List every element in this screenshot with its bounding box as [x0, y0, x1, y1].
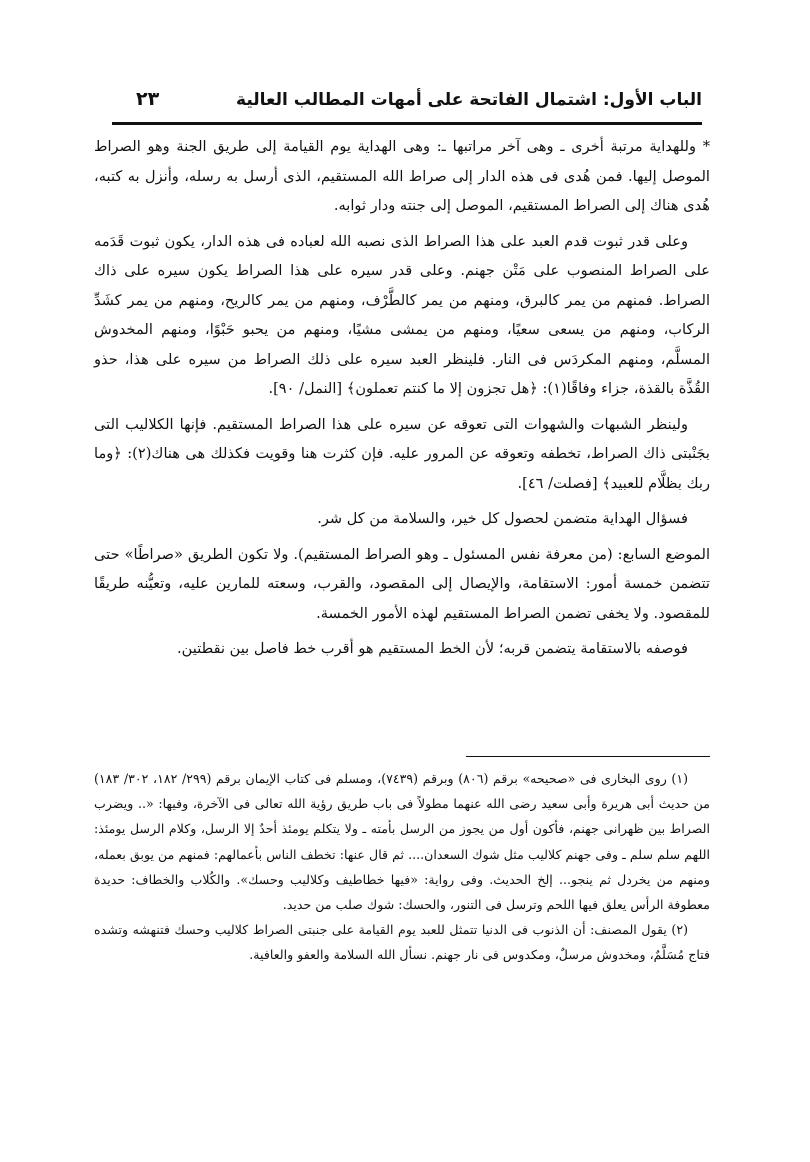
paragraph-suaal-hidaya: فسؤال الهداية متضمن لحصول كل خير، والسلامة من كل شر.	[317, 510, 688, 527]
page-header	[112, 88, 702, 125]
paragraph-hidaya-akhira: * وللهداية مرتبة أخرى ـ وهى آخر مراتبها ـ: وهى الهداية يوم القيامة إلى طريق الجنة وهو الصراط الموصل إليها. فمن هُدى فى هذه الدار إلى صراط الله المستقيم، الذى أرسل به رسله، وأنزل به كتبه، هُدى هناك إلى الصراط المستقيم، الموصل إلى جنته ودار ثوابه.	[94, 138, 710, 214]
footnote-divider	[466, 756, 710, 757]
footnote-1: (١) روى البخارى فى «صحيحه» برقم (٨٠٦) وبرقم (٧٤٣٩)، ومسلم فى كتاب الإيمان برقم (٢٩٩/ ١٨٢، ٣٠٢/ ١٨٣) من حديث أبى هريرة وأبى سعيد رضى الله عنهما مطولاً فى باب طريق رؤية الله تعالى فى الآخرة، وفيها: «.. ويضرب الصراط بين ظهرانى جهنم، فأكون أول من يجوز من الرسل بأمته ـ ولا يتكلم يومئذ أحدٌ إلا الرسل، وكلام الرسل يومئذ: اللهم سلم سلم ـ وفى جهنم كلاليب مثل شوك السعدان.... ثم قال عنها: تخطف الناس بأعمالهم: فمنهم من يوبق بعمله، ومنهم من يخردل ثم ينجو... إلخ الحديث. وفى رواية: «فيها خطاطيف وكلاليب وحسك». والكُلاب والخطاف: حديدة معطوفة الرأس يعلق فيها اللحم وترسل فى التنور، والحسك: شوك صلب من حديد.	[94, 771, 710, 913]
page-number: ٢٣	[136, 88, 160, 110]
main-text	[94, 132, 710, 670]
footnote-2: (٢) يقول المصنف: أن الذنوب فى الدنيا تتمثل للعبد يوم القيامة على جنبتى الصراط كلاليب وحسك فتنهشه وتشده فتاج مُسَلَّمٌ، ومخدوش مرسلٌ، ومكدوس فى نار جهنم. نسأل الله السلامة والعفو والعافية.	[94, 922, 710, 963]
running-title: الباب الأول: اشتمال الفاتحة على أمهات المطالب العالية	[236, 90, 702, 110]
footnotes	[94, 766, 710, 968]
paragraph-shubuhat: ولينظر الشبهات والشهوات التى تعوقه عن سيره على هذا الصراط المستقيم. فإنها الكلاليب التى بجَنْبتى ذاك الصراط، تخطفه وتعوقه عن المرور عليه. فإن كثرت هنا وقويت فكذلك هى هناك(٢): ﴿وما ربك بظلَّام للعبيد﴾ [فصلت/ ٤٦].	[94, 415, 710, 492]
paragraph-istiqama: فوصفه بالاستقامة يتضمن قربه؛ لأن الخط المستقيم هو أقرب خط فاصل بين نقطتين.	[177, 640, 688, 657]
paragraph-mawdi-sabi: الموضع السابع: (من معرفة نفس المسئول ـ وهو الصراط المستقيم). ولا تكون الطريق «صراطًا» حتى تتضمن خمسة أمور: الاستقامة، والإيصال إلى المقصود، والقرب، وسعته للمارين عليه، وتعيُّنه طريقًا للمقصود. ولا يخفى تضمن الصراط المستقيم لهذه الأمور الخمسة.	[94, 545, 710, 622]
paragraph-thubut-qadam: وعلى قدر ثبوت قدم العبد على هذا الصراط الذى نصبه الله لعباده فى هذه الدار، يكون ثبوت قَدَمه على الصراط المنصوب على مَتْن جهنم. وعلى قدر سيره على هذا الصراط يكون سيره على ذاك الصراط. فمنهم من يمر كالبرق، ومنهم من يمر كالطَّرْف، ومنهم من يمر كالريح، ومنهم من يمر كشَدِّ الركاب، ومنهم من يسعى سعيًا، ومنهم من يمشى مشيًا، ومنهم من يحبو حَبْوًا، ومنهم المخدوش المسلَّم، ومنهم المكردَس فى النار. فلينظر العبد سيره على ذلك الصراط من سيره على هذا، حذو القُذَّة بالقذة، جزاء وفاقًا(١): ﴿هل تجزون إلا ما كنتم تعملون﴾ [النمل/ ٩٠].	[94, 232, 710, 397]
